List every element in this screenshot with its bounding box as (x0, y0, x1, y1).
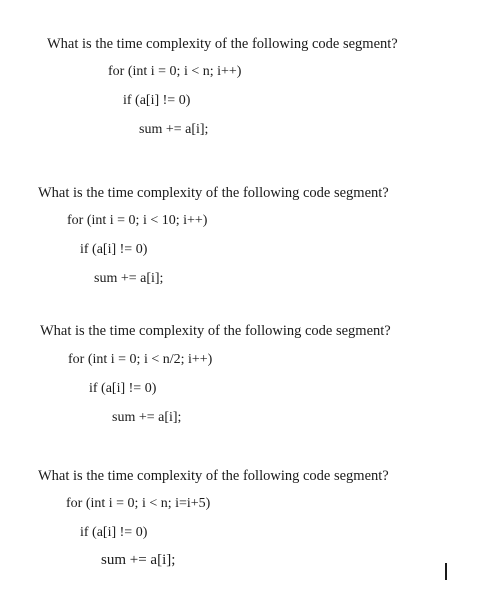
question-1-code-sum: sum += a[i]; (139, 122, 209, 137)
question-4-code-for-loop: for (int i = 0; i < n; i=i+5) (66, 496, 211, 511)
question-4-code-sum: sum += a[i]; (101, 552, 176, 568)
question-3-text: What is the time complexity of the following code segment? (40, 323, 391, 339)
question-1-text: What is the time complexity of the following code segment? (47, 36, 398, 52)
question-3-code-sum: sum += a[i]; (112, 410, 182, 425)
question-2-text: What is the time complexity of the following code segment? (38, 185, 389, 201)
text-cursor (445, 563, 447, 580)
question-3-code-for-loop: for (int i = 0; i < n/2; i++) (68, 352, 213, 367)
question-1-code-if: if (a[i] != 0) (123, 93, 191, 108)
question-2-code-for-loop: for (int i = 0; i < 10; i++) (67, 213, 208, 228)
question-2-code-if: if (a[i] != 0) (80, 242, 148, 257)
question-2-code-sum: sum += a[i]; (94, 271, 164, 286)
question-4-text: What is the time complexity of the following code segment? (38, 468, 389, 484)
question-4-code-if: if (a[i] != 0) (80, 525, 148, 540)
question-1-code-for-loop: for (int i = 0; i < n; i++) (108, 64, 242, 79)
question-3-code-if: if (a[i] != 0) (89, 381, 157, 396)
